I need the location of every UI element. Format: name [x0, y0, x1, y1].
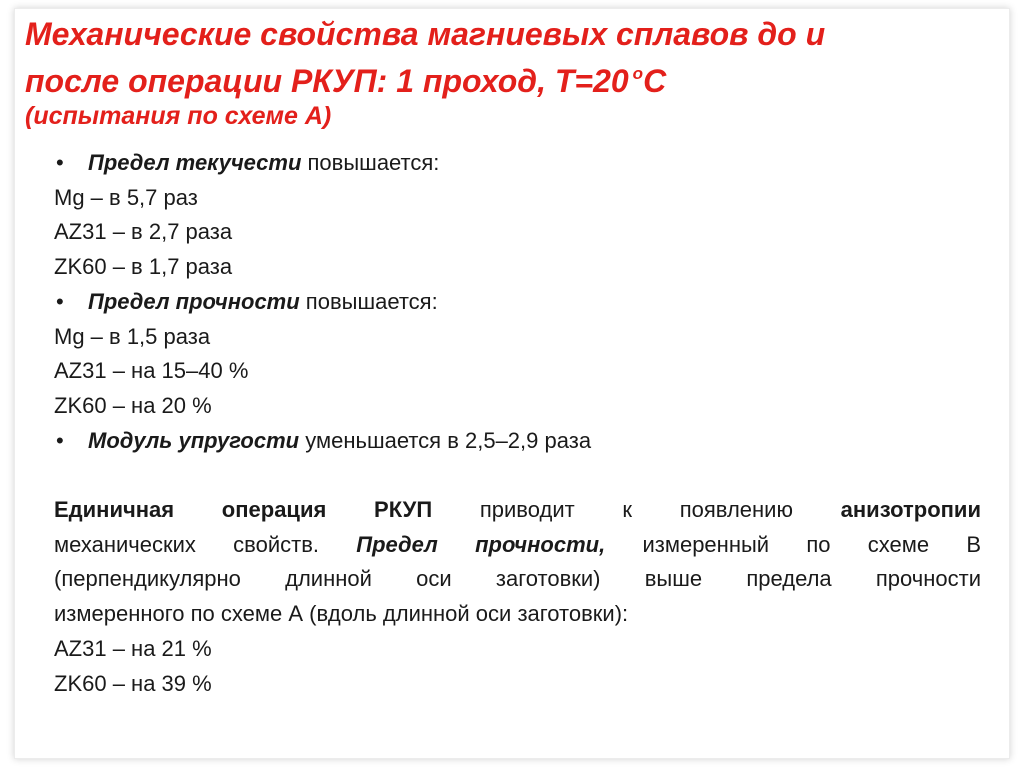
paragraph-text: механических свойств. — [54, 531, 357, 557]
bullet-term: Предел прочности — [88, 288, 300, 314]
paragraph-line-1 — [54, 493, 981, 528]
bullet-term: Предел текучести — [88, 150, 302, 175]
spacer — [54, 458, 981, 493]
bullet-text: повышается: — [301, 150, 440, 175]
paragraph-text: измеренный по схеме В — [605, 531, 981, 557]
list-item: ZK60 – в 1,7 раза — [54, 254, 233, 280]
list-item: AZ31 – на 21 % — [54, 635, 212, 661]
paragraph-line-3: (перпендикулярно длинной оси заготовки) выше предела прочности — [54, 566, 981, 592]
paragraph-line-4: измеренного по схеме А (вдоль длинной оси заготовки): — [54, 601, 629, 627]
bullet-text: повышается: — [299, 288, 438, 314]
slide-title — [25, 14, 985, 131]
title-line-1: Механические свойства магниевых сплавов до и — [25, 16, 826, 52]
bullet-text: уменьшается в 2,5–2,9 раза — [299, 427, 592, 453]
slide-body — [54, 146, 981, 701]
bullet-term: Модуль упругости — [88, 427, 300, 453]
paragraph-line-2 — [54, 528, 981, 563]
degree-superscript: о — [632, 64, 644, 83]
list-item: AZ31 – в 2,7 раза — [54, 219, 233, 245]
list-item: ZK60 – на 39 % — [54, 670, 212, 696]
bullet-yield-strength — [54, 146, 981, 181]
title-subtitle: (испытания по схеме А) — [25, 102, 332, 130]
bullet-dot: • — [56, 288, 64, 314]
bullet-elastic-modulus — [54, 424, 981, 459]
list-item: ZK60 – на 20 % — [54, 392, 212, 418]
paragraph-bold: Единичная операция РКУП — [54, 497, 433, 523]
title-line-2 — [25, 54, 985, 101]
paragraph-bold: анизотропии — [840, 497, 981, 523]
paragraph-emphasis: Предел прочности, — [356, 531, 606, 557]
bullet-tensile-strength — [54, 285, 981, 320]
bullet-dot: • — [56, 150, 64, 175]
bullet-dot: • — [56, 427, 64, 453]
title-line-2-unit: С — [643, 63, 667, 99]
list-item: AZ31 – на 15–40 % — [54, 358, 249, 384]
list-item: Mg – в 1,5 раза — [54, 323, 211, 349]
list-item: Mg – в 5,7 раз — [54, 184, 198, 210]
paragraph-text: приводит к появлению — [432, 497, 841, 523]
title-line-2-main: после операции РКУП: 1 проход, Т=20 — [25, 63, 629, 99]
